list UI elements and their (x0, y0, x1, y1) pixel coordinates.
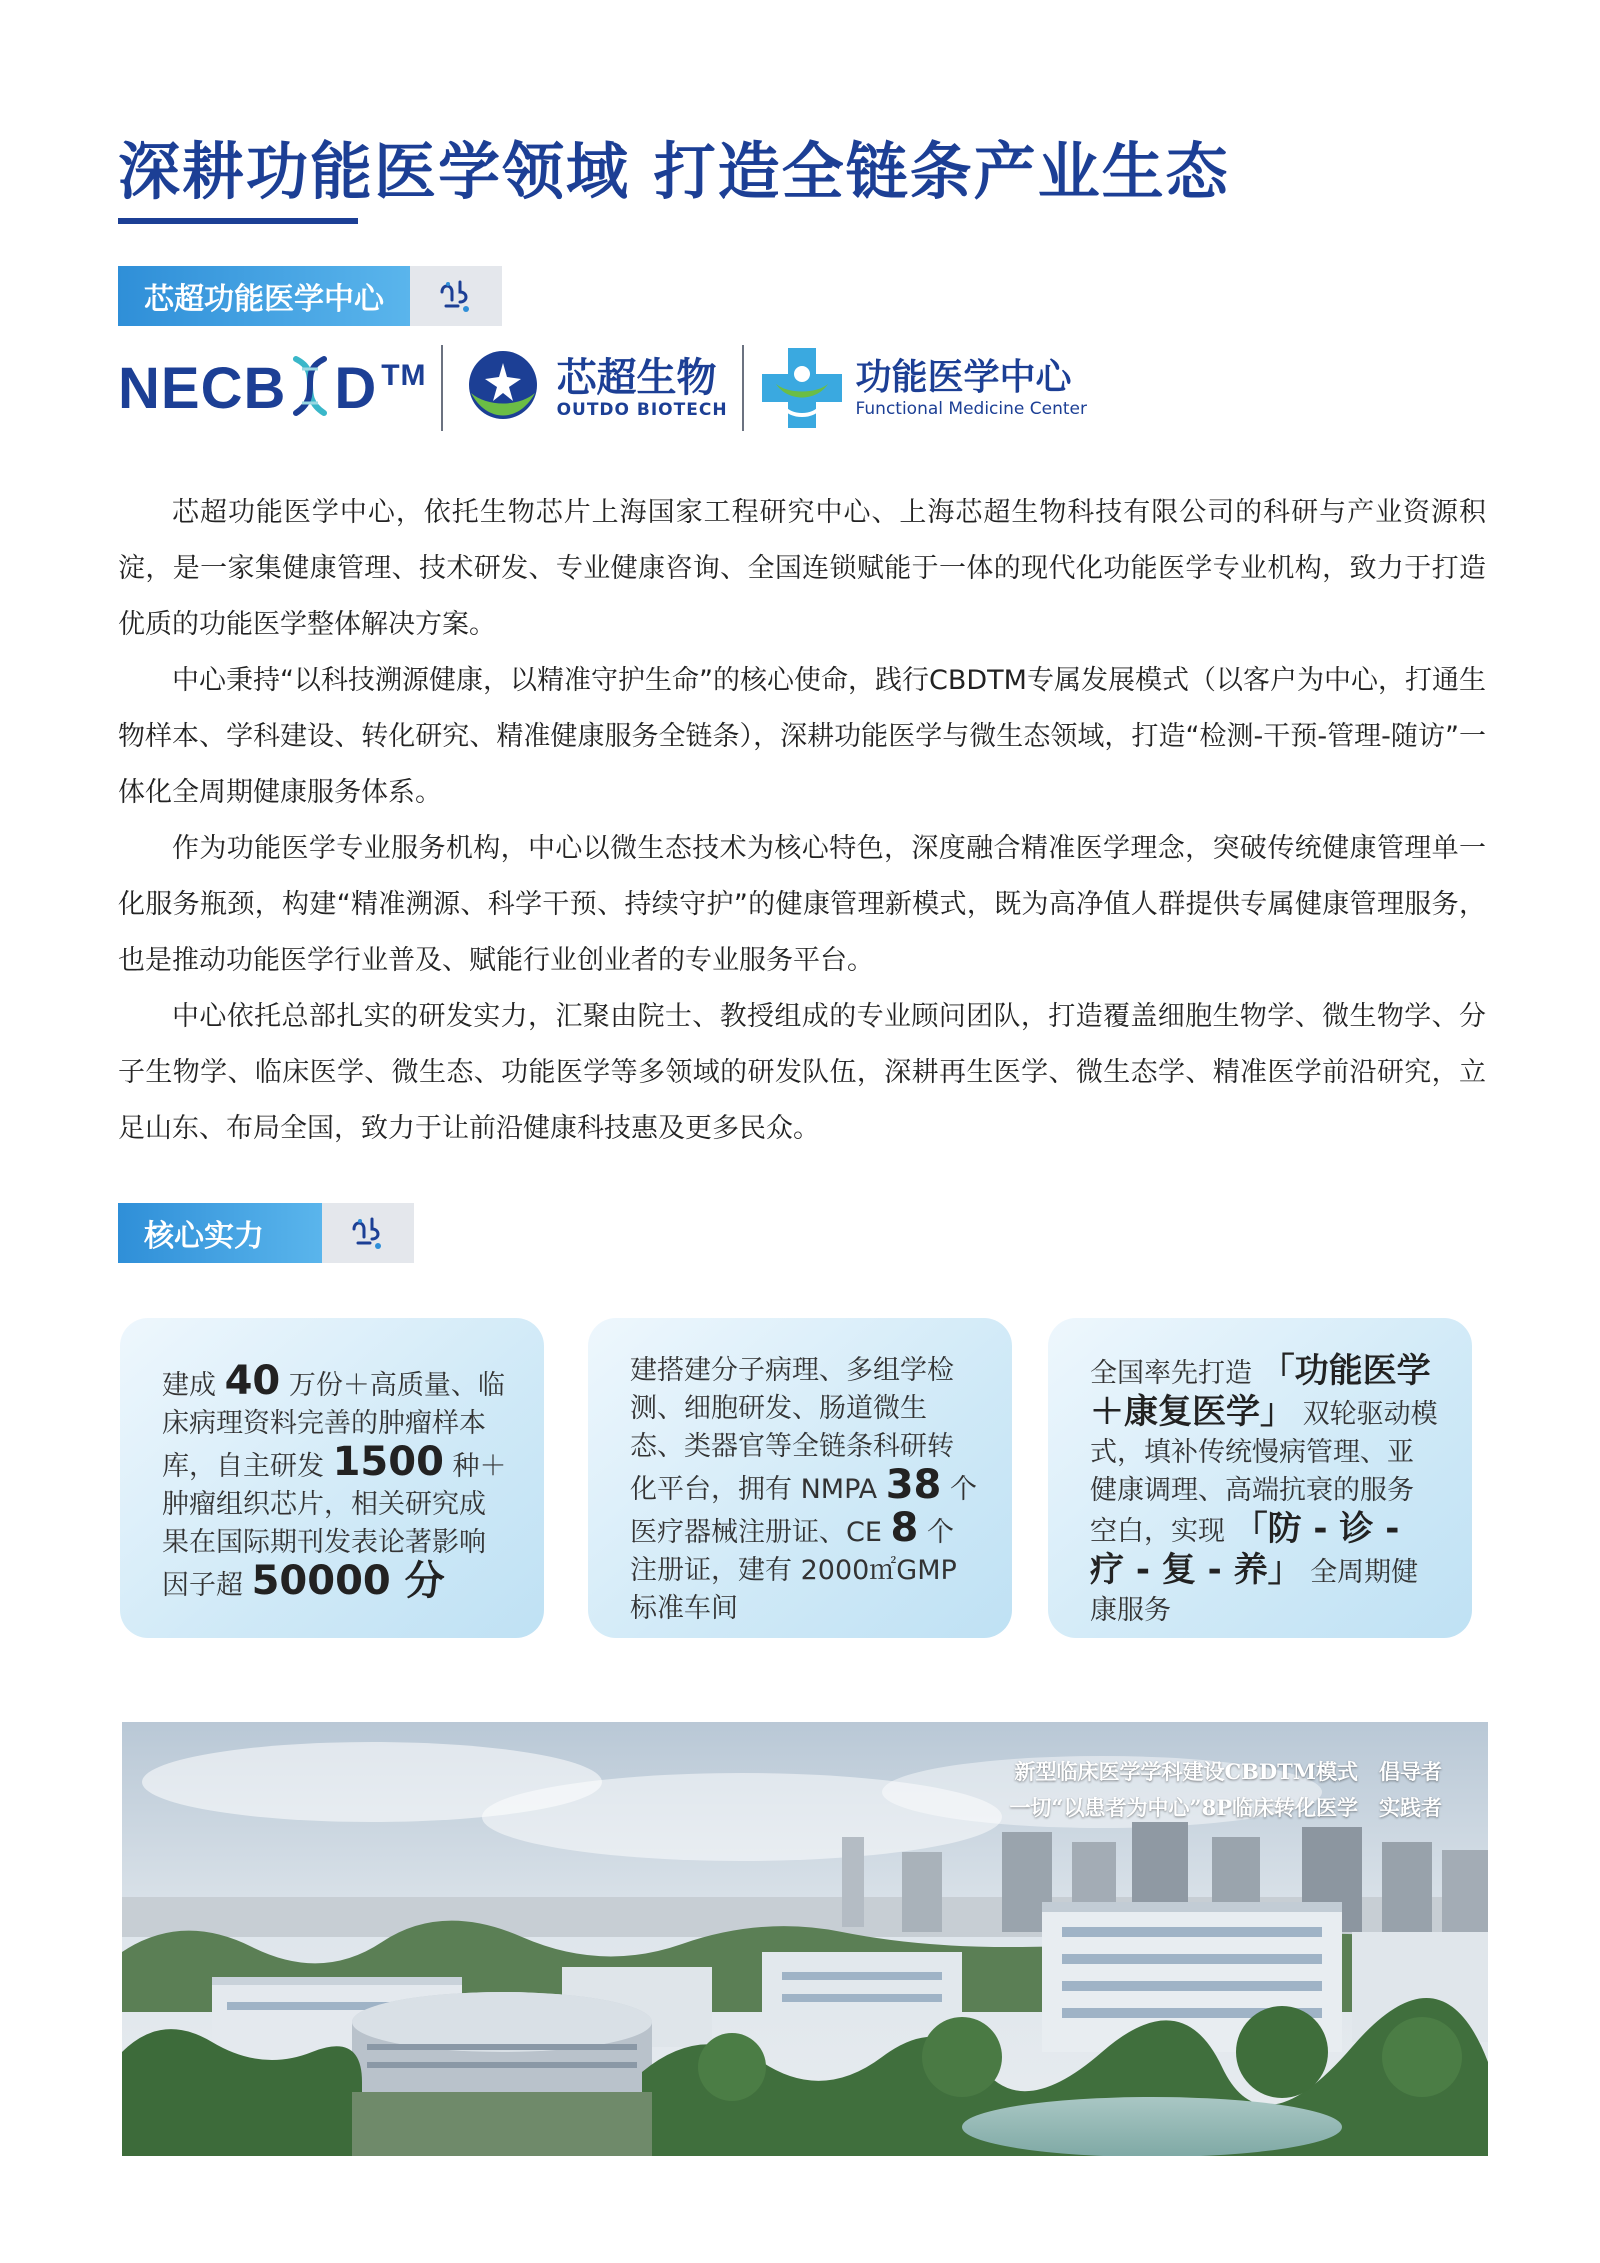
strength-card-dual-drive (1048, 1318, 1472, 1638)
logo-divider (742, 345, 744, 431)
intro-paragraph: 中心秉持“以科技溯源健康，以精准守护生命”的核心使命，践行CBDTM专属发展模式（以客户为中心，打通生物样本、学科建设、转化研究、精准健康服务全链条），深耕功能医学与微生态领域，打造“检测-干预-管理-随访”一体化全周期健康服务体系。 (118, 665, 1486, 808)
card-text: 个医疗器械注册证、CE (630, 1474, 977, 1548)
intro-text (118, 485, 1486, 1157)
title-underline (118, 218, 358, 224)
cbd-mark-icon (348, 1213, 388, 1253)
card-text: 双轮驱动模式，填补传统慢病管理、亚健康调理、高端抗衰的服务空白，实现 (1090, 1399, 1438, 1547)
outdo-name-cn: 芯超生物 (556, 355, 717, 401)
section-tag-icon-box (322, 1203, 414, 1263)
card-text: 万份＋高质量、临床病理资料完善的肿瘤样本库，自主研发 (162, 1370, 505, 1482)
intro-paragraph: 中心依托总部扎实的研发实力，汇聚由院士、教授组成的专业顾问团队，打造覆盖细胞生物学、微生物学、分子生物学、临床医学、微生态、功能医学等多领域的研发队伍，深耕再生医学、微生态学、精准医学前沿研究，立足山东、布局全国，致力于让前沿健康科技惠及更多民众。 (118, 1001, 1486, 1144)
logo-divider (441, 345, 443, 431)
page-title: 深耕功能医学领域 打造全链条产业生态 (118, 135, 1230, 208)
necbiod-text: NECB (118, 355, 287, 421)
strength-card-platform (588, 1318, 1012, 1638)
logo-row (118, 338, 1087, 438)
outdo-emblem-icon (457, 347, 549, 429)
trademark-mark: TM (381, 358, 427, 392)
section-tag-center (118, 266, 502, 326)
dna-helix-icon (288, 355, 332, 417)
card-highlight: 「防 - 诊 - 疗 - 复 - 养」 (1090, 1509, 1400, 1590)
card-text: 建搭建分子病理、多组学检测、细胞研发、肠道微生态、类器官等全链条科研转化平台，拥有 NMPA (630, 1355, 954, 1505)
card-text: 种＋ 肿瘤组织芯片，相关研究成果在国际期刊发表论著影响因子超 (162, 1451, 507, 1601)
campus-aerial-photo (122, 1722, 1488, 2156)
section-tag-label: 芯超功能医学中心 (118, 266, 410, 326)
outdo-biotech-logo (457, 347, 728, 429)
section-tag-icon-box (410, 266, 502, 326)
card-text: 个注册证，建有 2000㎡GMP 标准车间 (630, 1517, 957, 1624)
strength-card-biobank (120, 1318, 544, 1638)
fmc-name-cn: 功能医学中心 (855, 357, 1072, 399)
section-tag-label: 核心实力 (118, 1203, 322, 1263)
card-number: 50000 分 (251, 1558, 445, 1604)
necbiod-logo (118, 355, 427, 422)
photo-caption (1009, 1754, 1442, 1826)
card-text: 建成 (162, 1370, 216, 1401)
intro-paragraph: 作为功能医学专业服务机构，中心以微生态技术为核心特色，深度融合精准医学理念，突破传统健康管理单一化服务瓶颈，构建“精准溯源、科学干预、持续守护”的健康管理新模式，既为高净值人群提供专属健康管理服务，也是推动功能医学行业普及、赋能行业创业者的专业服务平台。 (118, 833, 1486, 976)
section-tag-core (118, 1203, 414, 1263)
caption-line: 新型临床医学学科建设CBDTM模式 倡导者 (1014, 1759, 1442, 1784)
card-text: 全周期健康服务 (1090, 1557, 1419, 1626)
card-number: 8 (890, 1505, 919, 1551)
intro-paragraph: 芯超功能医学中心，依托生物芯片上海国家工程研究中心、上海芯超生物科技有限公司的科研与产业资源积淀，是一家集健康管理、技术研发、专业健康咨询、全国连锁赋能于一体的现代化功能医学专业机构，致力于打造优质的功能医学整体解决方案。 (118, 497, 1486, 640)
card-number: 40 (224, 1358, 281, 1404)
functional-medicine-center-logo (758, 344, 1087, 432)
outdo-name-en: OUTDO BIOTECH (556, 400, 728, 420)
cbd-mark-icon (436, 276, 476, 316)
card-number: 38 (885, 1462, 942, 1508)
card-highlight: 「功能医学＋康复医学」 (1090, 1351, 1431, 1432)
caption-line: 一切“以患者为中心”8P临床转化医学 实践者 (1009, 1795, 1442, 1820)
fmc-name-en: Functional Medicine Center (855, 398, 1087, 419)
card-text: 全国率先打造 (1090, 1358, 1252, 1389)
necbiod-text-tail: D (334, 355, 378, 421)
card-number: 1500 (332, 1439, 444, 1485)
medical-cross-icon (758, 344, 846, 432)
